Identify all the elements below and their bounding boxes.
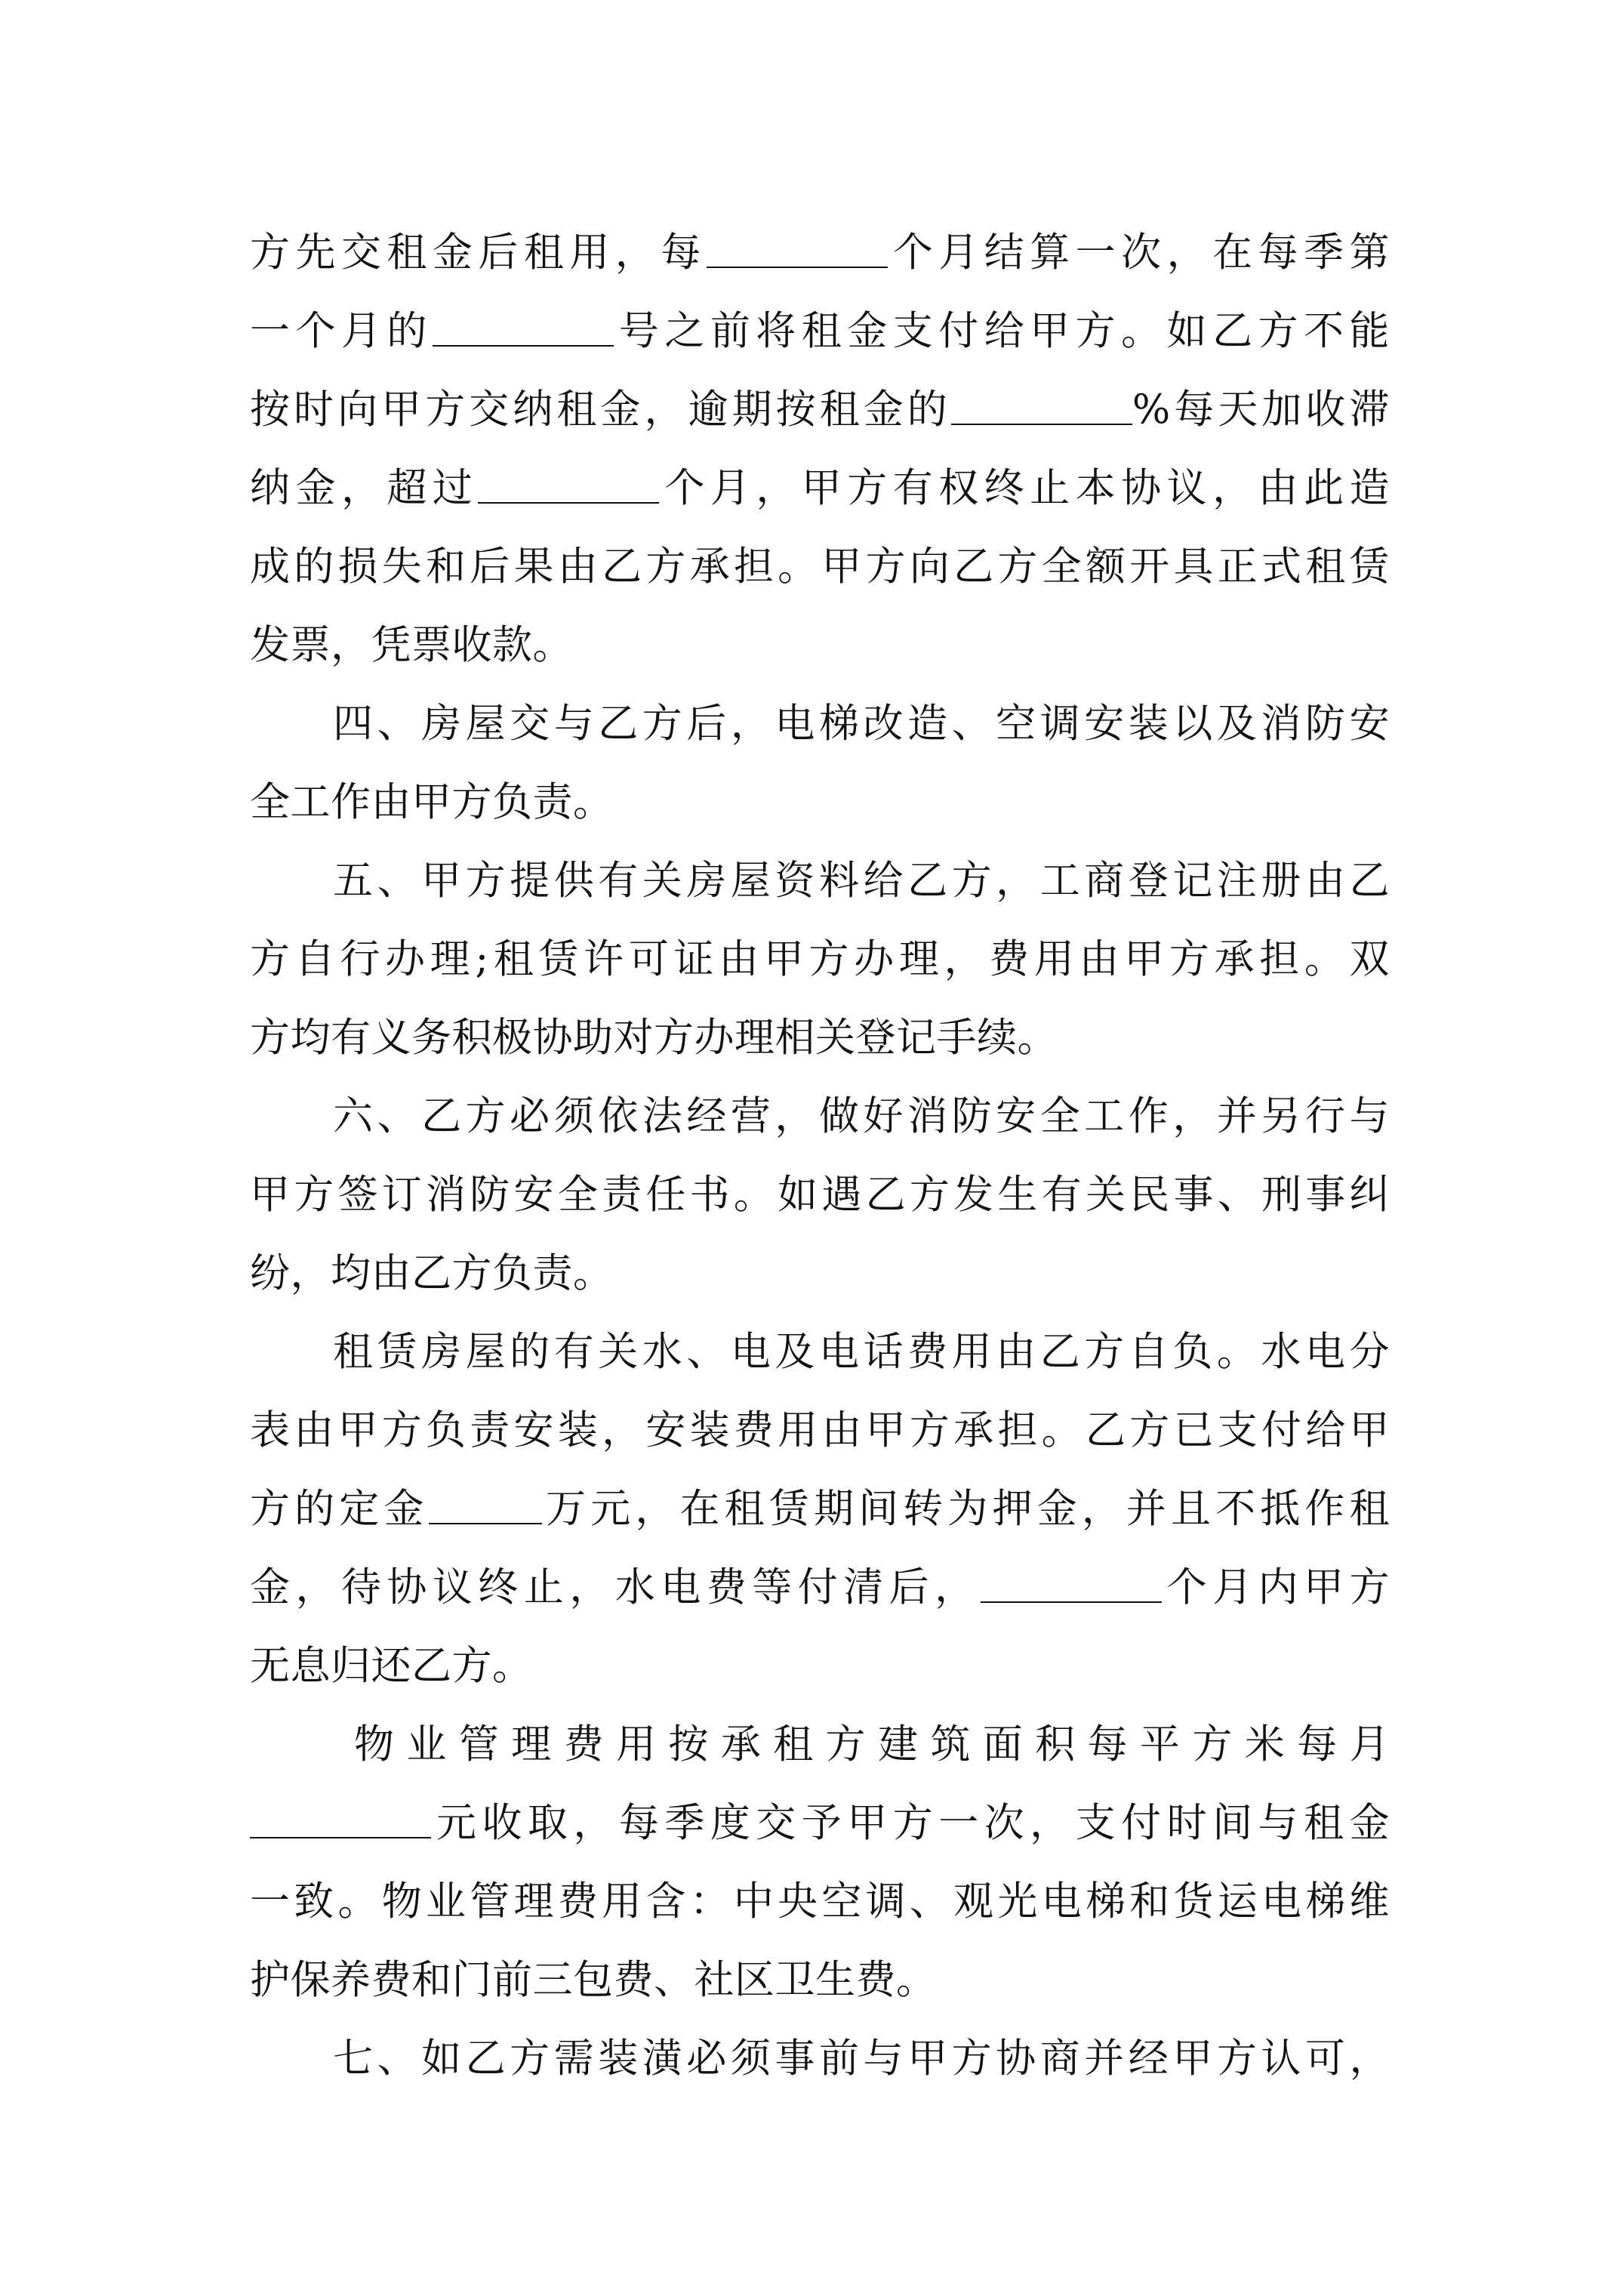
text-line: 护保养费和门前三包费、社区卫生费。: [250, 1957, 937, 2003]
text-run: 个月结算一次，在每季第: [887, 230, 1390, 276]
paragraph-start: 四、房屋交与乙方后，电梯改造、空调安装以及消防安: [333, 701, 1390, 747]
text-line: 发票，凭票收款。: [250, 622, 573, 668]
paragraph-start: 物业管理费用按承租方建筑面积每平方米每月: [354, 1721, 1390, 1767]
text-run: 个月内甲方: [1161, 1564, 1390, 1610]
text-run: 方的定金: [250, 1486, 429, 1532]
text-line: [250, 292, 1390, 371]
text-line: [250, 449, 1390, 528]
text-line: [250, 1549, 1390, 1627]
text-run: 号之前将租金支付给甲方。如乙方不能: [613, 308, 1390, 354]
fill-in-blank: [478, 466, 659, 504]
fill-in-blank: [951, 387, 1132, 425]
text-run: 元收取，每季度交予甲方一次，支付时间与租金: [431, 1800, 1390, 1846]
text-line: 甲方签订消防安全责任书。如遇乙方发生有关民事、刑事纠: [250, 1172, 1390, 1218]
fill-in-blank: [429, 1487, 542, 1524]
text-run: 纳金，超过: [250, 465, 479, 511]
text-run: 一个月的: [250, 308, 433, 354]
text-line: [250, 371, 1390, 449]
text-line: 成的损失和后果由乙方承担。甲方向乙方全额开具正式租赁: [250, 544, 1390, 590]
text-run: 个月，甲方有权终止本协议，由此造: [659, 465, 1390, 511]
text-line: 一致。物业管理费用含：中央空调、观光电梯和货运电梯维: [250, 1878, 1390, 1925]
paragraph-start: 七、如乙方需装潢必须事前与甲方协商并经甲方认可，: [333, 2036, 1390, 2082]
fill-in-blank: [433, 309, 614, 347]
text-line: [250, 1784, 1390, 1863]
document-body: [250, 214, 1390, 2098]
fill-in-blank: [707, 230, 888, 268]
fill-in-blank: [250, 1801, 431, 1838]
text-run: 按时向甲方交纳租金，逾期按租金的: [250, 387, 951, 433]
text-line: 方均有义务积极协助对方办理相关登记手续。: [250, 1015, 1058, 1061]
text-line: 方自行办理;租赁许可证由甲方办理，费用由甲方承担。双: [250, 936, 1390, 982]
text-line: 纷，均由乙方负责。: [250, 1250, 614, 1296]
paragraph-start: 六、乙方必须依法经营，做好消防安全工作，并另行与: [333, 1093, 1390, 1139]
paragraph-start: 五、甲方提供有关房屋资料给乙方，工商登记注册由乙: [333, 858, 1390, 904]
paragraph-start: 租赁房屋的有关水、电及电话费用由乙方自负。水电分: [333, 1329, 1390, 1375]
text-line: [250, 214, 1390, 292]
text-line: [250, 1470, 1390, 1549]
fill-in-blank: [981, 1565, 1162, 1603]
text-line: 无息归还乙方。: [250, 1643, 533, 1689]
text-run: %每天加收滞: [1132, 387, 1390, 433]
text-run: 金，待协议终止，水电费等付清后，: [250, 1564, 981, 1610]
text-line: 表由甲方负责安装，安装费用由甲方承担。乙方已支付给甲: [250, 1407, 1390, 1453]
text-line: 全工作由甲方负责。: [250, 779, 614, 825]
text-run: 万元，在租赁期间转为押金，并且不抵作租: [541, 1486, 1390, 1532]
text-run: 方先交租金后租用，每: [250, 230, 707, 276]
